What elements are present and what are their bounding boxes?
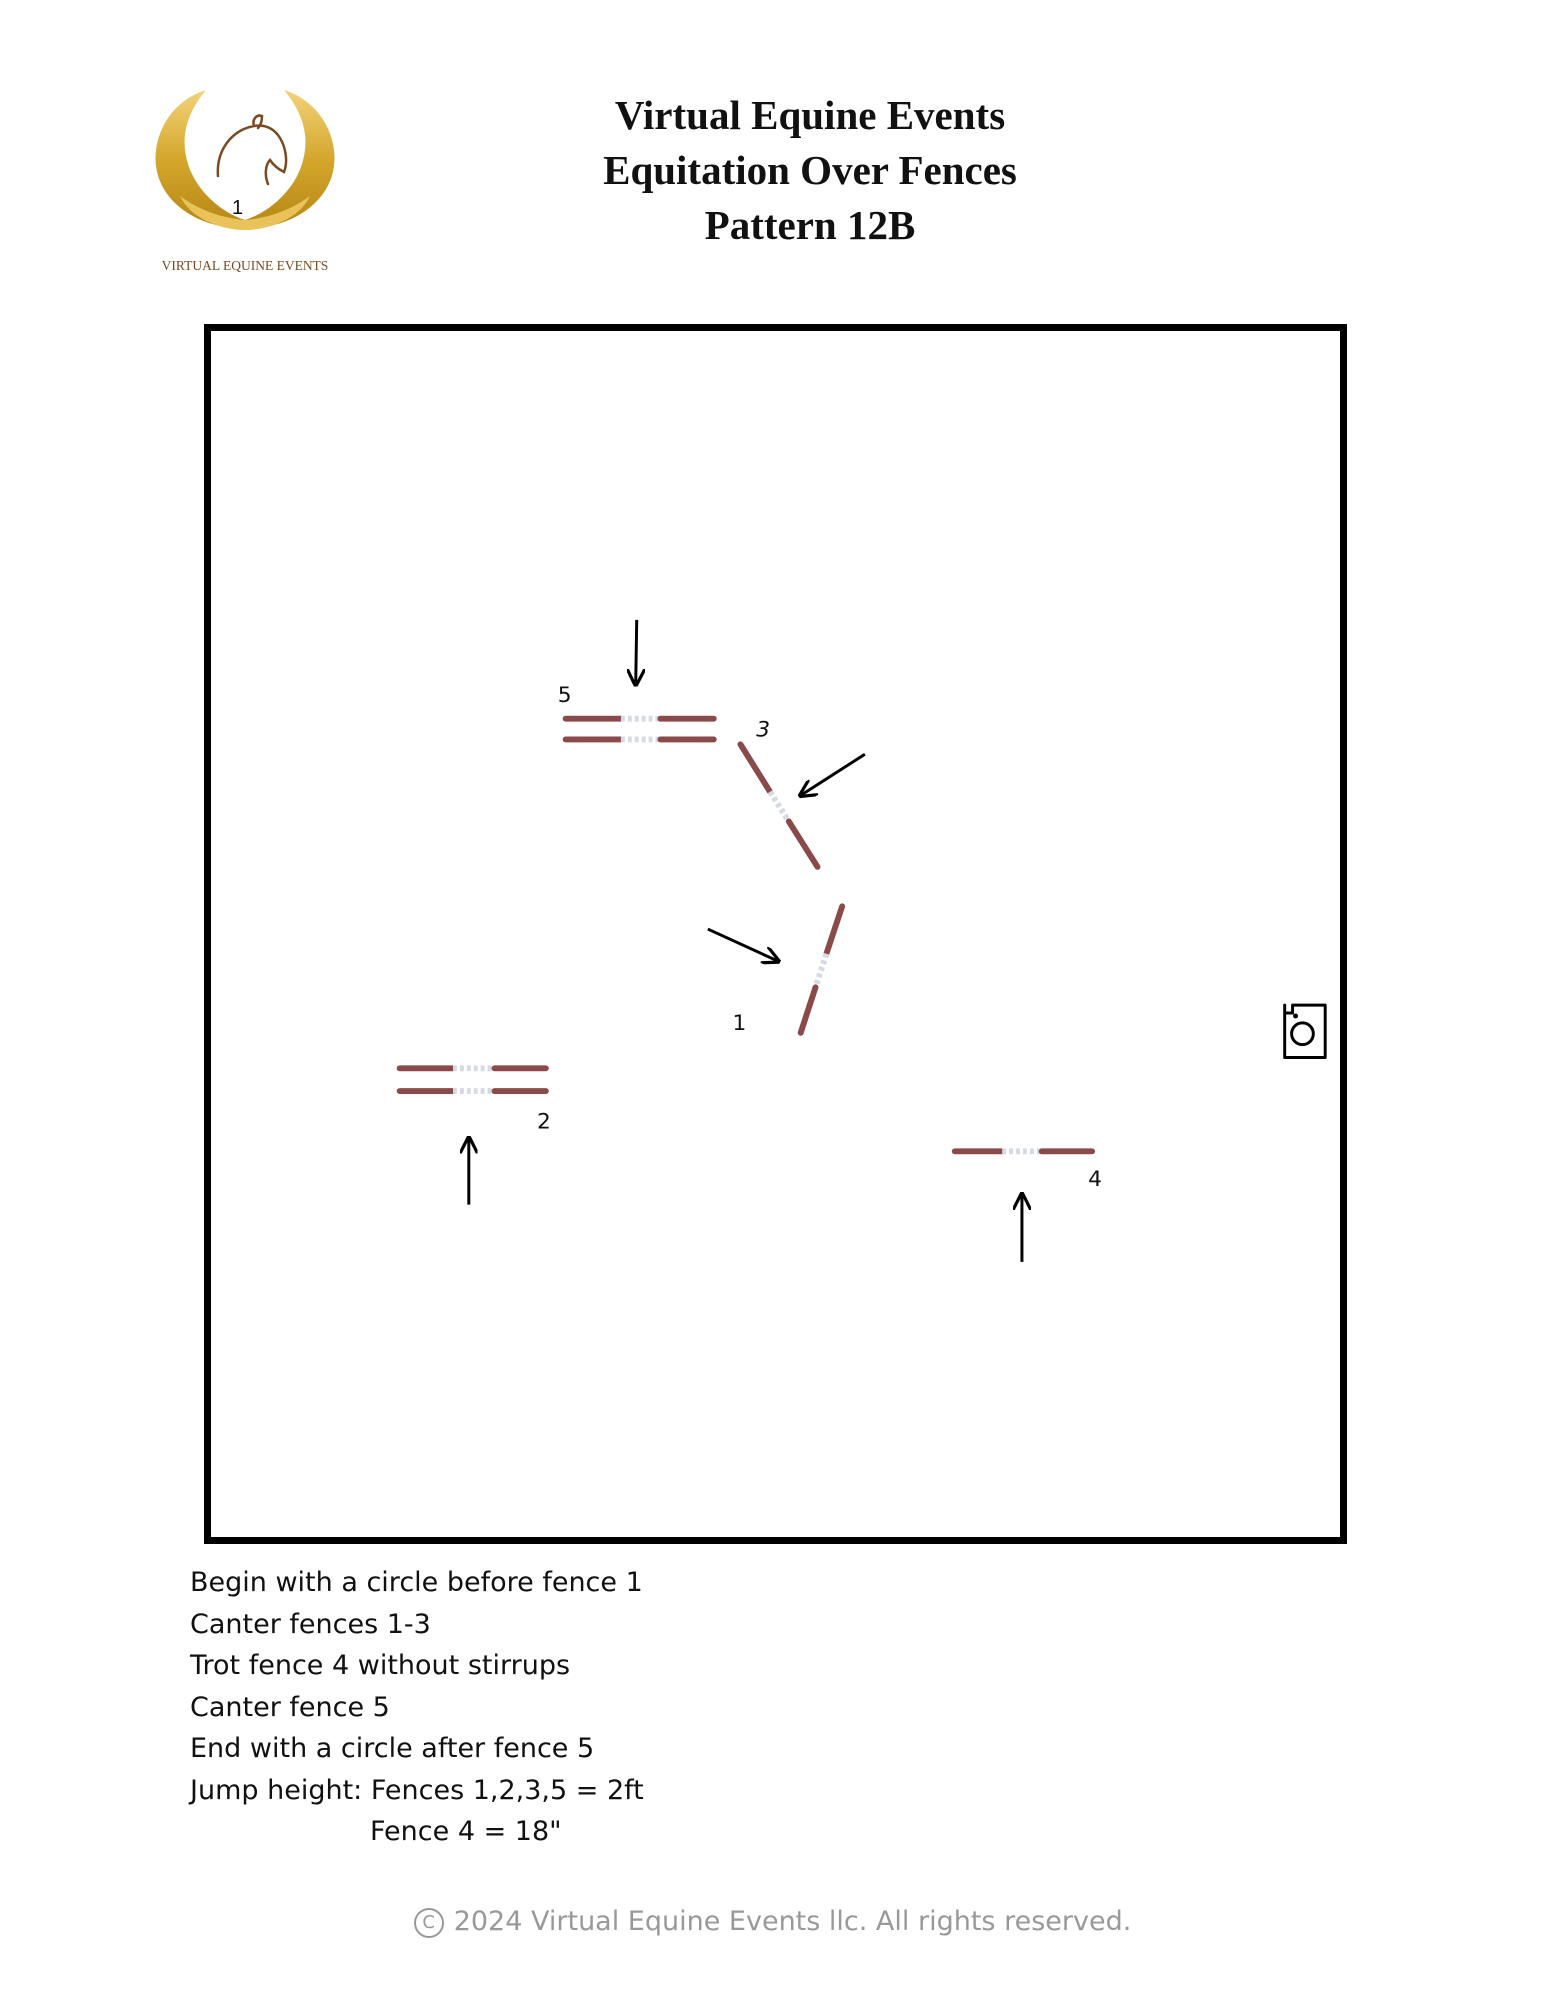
fence-2 <box>400 1068 551 1134</box>
course-map <box>211 331 1340 1537</box>
winged-horse-logo-icon <box>140 80 350 280</box>
logo-caption: VIRTUAL EQUINE EVENTS <box>161 258 329 273</box>
instruction-line: Trot fence 4 without stirrups <box>190 1650 571 1681</box>
pattern-instructions <box>190 1562 644 1853</box>
logo <box>140 80 350 280</box>
page-title <box>520 88 1100 253</box>
instruction-line: Begin with a circle before fence 1 <box>190 1567 643 1598</box>
title-line-pattern: Pattern 12B <box>704 202 916 248</box>
fence-4 <box>955 1151 1102 1192</box>
logo-badge-number: 1 <box>232 197 244 219</box>
title-line-class: Equitation Over Fences <box>603 147 1017 193</box>
instruction-line: Canter fence 5 <box>190 1691 390 1723</box>
fence-5-direction-arrow <box>636 620 637 683</box>
copyright-text: 2024 Virtual Equine Events llc. All rights reserved. <box>453 1906 1132 1937</box>
fence-2-label: 2 <box>536 1109 551 1135</box>
fence-1 <box>733 906 843 1035</box>
jump-height-line: Jump height: Fences 1,2,3,5 = 2ft <box>190 1774 644 1806</box>
instruction-line: End with a circle after fence 5 <box>190 1733 595 1764</box>
fence-5-label: 5 <box>557 682 572 708</box>
copyright-icon: C <box>414 1908 444 1938</box>
fence-1-direction-arrow <box>708 929 777 961</box>
copyright-footer <box>0 1906 1545 1938</box>
fence-4-label: 4 <box>1088 1166 1102 1192</box>
gate-icon <box>1285 1005 1325 1057</box>
arena-diagram <box>204 324 1347 1544</box>
fence-3-direction-arrow <box>802 754 865 794</box>
fence-3-label: 3 <box>756 717 771 743</box>
title-line-organization: Virtual Equine Events <box>614 92 1006 138</box>
instruction-line: Canter fences 1-3 <box>190 1608 431 1640</box>
fence-1-label: 1 <box>732 1010 747 1036</box>
jump-height-line-fence-4: Fence 4 = 18" <box>370 1816 562 1847</box>
fence-5 <box>558 683 714 740</box>
